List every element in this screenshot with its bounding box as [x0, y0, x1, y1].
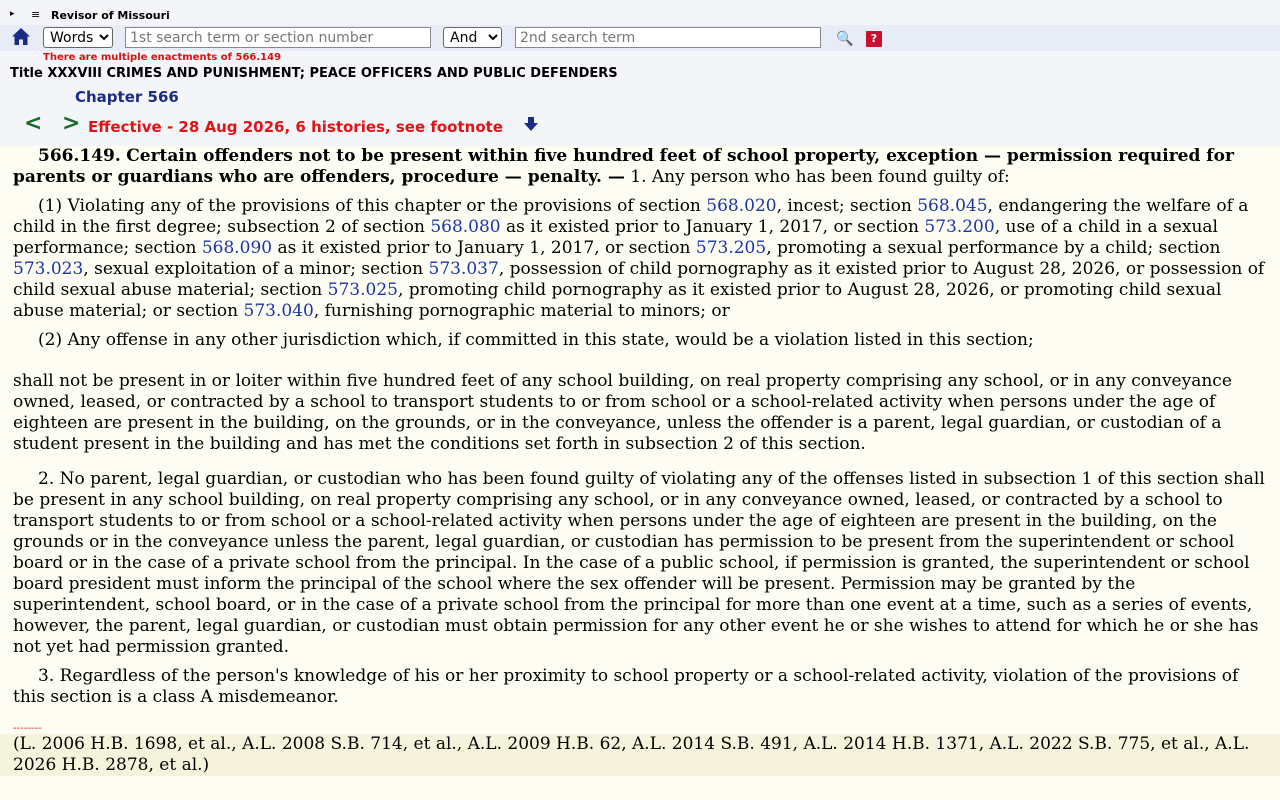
- paragraph-1: [0, 196, 1280, 322]
- history-note: (L. 2006 H.B. 1698, et al., A.L. 2008 S.B. 714, et al., A.L. 2009 H.B. 62, A.L. 2014 S.B. 491, A.L. 2014 H.B. 1371, A.L. 2022 S.B. 775, et al., A.L. 2026 H.B. 2878, et al.): [0, 734, 1280, 776]
- paragraph-2: (2) Any offense in any other jurisdiction which, if committed in this state, would be a violation listed in this section;: [38, 330, 1034, 350]
- search-term-1-input[interactable]: [125, 27, 431, 48]
- subsection-3: 3. Regardless of the person's knowledge of his or her proximity to school property or a school-related activity, violation of the provisions of this section is a class A misdemeanor.: [13, 666, 1239, 707]
- menu-icon[interactable]: ≡: [31, 8, 41, 21]
- statute-link-568-020[interactable]: 568.020: [706, 196, 777, 216]
- statute-link-568-045[interactable]: 568.045: [917, 196, 988, 216]
- home-icon[interactable]: [11, 27, 31, 47]
- multiple-enactments-notice: There are multiple enactments of 566.149: [43, 52, 282, 63]
- chapter-link[interactable]: Chapter 566: [75, 88, 179, 106]
- statute-content: [0, 146, 1280, 800]
- statute-link-573-205[interactable]: 573.205: [695, 238, 767, 258]
- footnote-separator: --------: [13, 723, 42, 734]
- section-heading: Certain offenders not to be present within five hundred feet of school property, exception — permission required for parents or guardians who are offenders, procedure — penalty. —: [13, 146, 1234, 187]
- statute-link-573-200[interactable]: 573.200: [924, 217, 995, 237]
- section-number: 566.149.: [38, 146, 121, 166]
- site-title[interactable]: Revisor of Missouri: [51, 9, 170, 22]
- search-icon[interactable]: 🔍: [836, 31, 854, 47]
- statute-link-573-040[interactable]: 573.040: [243, 301, 314, 321]
- search-operator-select[interactable]: [443, 27, 502, 48]
- paragraph-text: , promoting a sexual performance by a child; section: [766, 238, 1221, 258]
- shall-not-paragraph: shall not be present in or loiter within five hundred feet of any school building, on real property comprising any school, or in any conveyance owned, leased, or contracted by a school to transport students to or from school or a school-related activity when persons under the age of eighteen are present in the building, on the grounds, or in the conveyance, unless the offender is a parent, legal guardian, or custodian of a student present in the building and has met the conditions set forth in subsection 2 of this section.: [13, 371, 1232, 454]
- paragraph-text: as it existed prior to January 1, 2017, or section: [500, 217, 925, 237]
- top-bar: [0, 0, 1280, 24]
- paragraph-text: (1) Violating any of the provisions of this chapter or the provisions of section: [38, 196, 707, 216]
- paragraph-text: , incest; section: [776, 196, 918, 216]
- previous-section-arrow[interactable]: <: [24, 111, 43, 136]
- search-mode-select[interactable]: [43, 27, 113, 48]
- paragraph-text: , possession of child pornography as it existed prior to August 28, 2026, or possession of child sexual abuse material; section: [13, 259, 1265, 300]
- next-section-arrow[interactable]: >: [62, 111, 81, 136]
- paragraph-text: as it existed prior to January 1, 2017, or section: [272, 238, 696, 258]
- paragraph-text: , promoting child pornography as it existed prior to August 28, 2026, or promoting child sexual abuse material; or section: [13, 280, 1222, 321]
- subsection-1-lead: 1. Any person who has been found guilty of:: [630, 167, 1010, 187]
- section-heading-paragraph: [0, 146, 1280, 188]
- subsection-2: 2. No parent, legal guardian, or custodian who has been found guilty of violating any of the offenses listed in subsection 1 of this section shall be present in any school building, on real property comprising any school, or in any conveyance owned, leased, or contracted by a school to transport students to or from school or a school-related activity when persons under the age of eighteen are present in the building, on the grounds or in the conveyance unless the parent, legal guardian, or custodian has permission to be present from the superintendent or school board or in the case of a private school from the principal. In the case of a public school, if permission is granted, the superintendent or school board president must inform the principal of the school where the sex offender will be present. Permission may be granted by the superintendent, school board, or in the case of a private school from the principal for more than one event at a time, such as a series of events, however, the parent, legal guardian, or custodian must obtain permission for any other event he or she wishes to attend for which he or she has not yet had permission granted.: [13, 469, 1265, 657]
- effective-date-link[interactable]: Effective - 28 Aug 2026, 6 histories, see footnote: [88, 118, 503, 136]
- statute-link-568-090[interactable]: 568.090: [201, 238, 273, 258]
- paragraph-text: , endangering the welfare of a child in the first degree; subsection 2 of section: [13, 196, 1249, 237]
- statute-link-573-037[interactable]: 573.037: [428, 259, 499, 279]
- paragraph-text: , sexual exploitation of a minor; section: [83, 259, 429, 279]
- help-icon[interactable]: ?: [866, 31, 882, 47]
- paragraph-text: , use of a child in a sexual performance; section: [13, 217, 1218, 258]
- statute-link-573-025[interactable]: 573.025: [327, 280, 398, 300]
- expand-icon[interactable]: ▸: [10, 9, 15, 19]
- search-term-2-input[interactable]: [515, 27, 821, 48]
- statute-link-568-080[interactable]: 568.080: [430, 217, 501, 237]
- down-arrow-icon[interactable]: [523, 116, 539, 132]
- title-heading: Title XXXVIII CRIMES AND PUNISHMENT; PEACE OFFICERS AND PUBLIC DEFENDERS: [10, 66, 618, 81]
- paragraph-text: , furnishing pornographic material to minors; or: [313, 301, 730, 321]
- statute-link-573-023[interactable]: 573.023: [13, 259, 84, 279]
